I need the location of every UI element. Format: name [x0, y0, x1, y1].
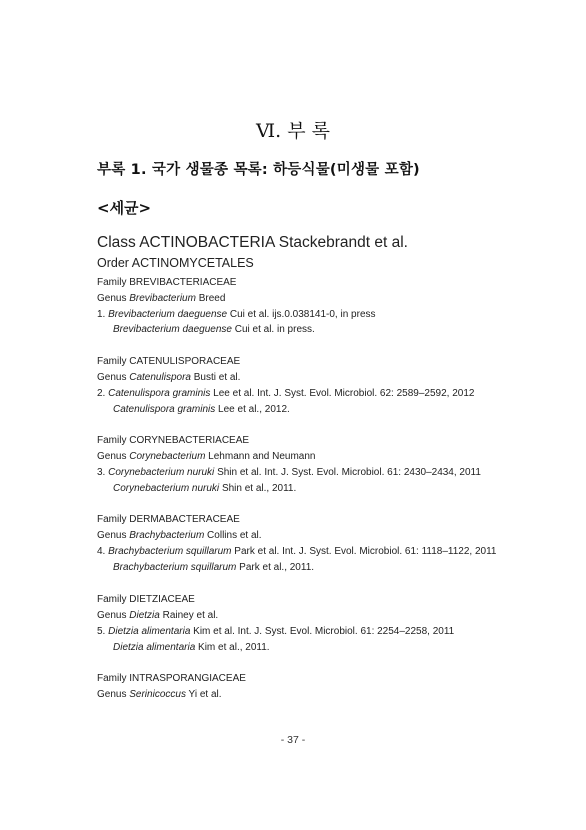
family-heading: Family CATENULISPORACEAE: [97, 356, 241, 367]
genus-line: Genus Corynebacterium Lehmann and Neumann: [97, 451, 316, 462]
family-heading: Family DIETZIACEAE: [97, 594, 195, 605]
family-heading: Family INTRASPORANGIACEAE: [97, 673, 246, 684]
genus-line: Genus Brevibacterium Breed: [97, 293, 226, 304]
species-entry: 2. Catenulispora graminis Lee et al. Int. J. Syst. Evol. Microbiol. 62: 2589–2592, 2012: [97, 388, 475, 399]
species-citation: Catenulispora graminis Lee et al., 2012.: [113, 404, 290, 415]
species-entry: 1. Brevibacterium daeguense Cui et al. ijs.0.038141-0, in press: [97, 309, 376, 320]
species-citation: Brevibacterium daeguense Cui et al. in press.: [113, 324, 315, 335]
genus-line: Genus Brachybacterium Collins et al.: [97, 530, 262, 541]
genus-line: Genus Serinicoccus Yi et al.: [97, 689, 222, 700]
family-heading: Family CORYNEBACTERIACEAE: [97, 435, 250, 446]
species-entry: 5. Dietzia alimentaria Kim et al. Int. J. Syst. Evol. Microbiol. 61: 2254–2258, 2011: [97, 626, 455, 637]
chapter-title: Ⅵ. 부 록: [256, 120, 330, 142]
species-citation: Brachybacterium squillarum Park et al., 2011.: [113, 562, 315, 573]
species-citation: Corynebacterium nuruki Shin et al., 2011.: [113, 483, 297, 494]
family-heading: Family BREVIBACTERIACEAE: [97, 277, 237, 288]
genus-line: Genus Dietzia Rainey et al.: [97, 610, 219, 621]
genus-line: Genus Catenulispora Busti et al.: [97, 372, 241, 383]
species-entry: 4. Brachybacterium squillarum Park et al. Int. J. Syst. Evol. Microbiol. 61: 1118–1122, 2011: [97, 546, 497, 557]
species-entry: 3. Corynebacterium nuruki Shin et al. Int. J. Syst. Evol. Microbiol. 61: 2430–2434, 2011: [97, 467, 481, 478]
species-citation: Dietzia alimentaria Kim et al., 2011.: [113, 642, 270, 653]
family-heading: Family DERMABACTERACEAE: [97, 514, 240, 525]
section-title: <세균>: [97, 199, 152, 217]
order-heading: Order ACTINOMYCETALES: [97, 256, 254, 270]
appendix-title: 부록 1. 국가 생물종 목록: 하등식물(미생물 포함): [97, 162, 420, 178]
page-number: - 37 -: [280, 734, 306, 746]
class-heading: Class ACTINOBACTERIA Stackebrandt et al.: [97, 234, 408, 251]
